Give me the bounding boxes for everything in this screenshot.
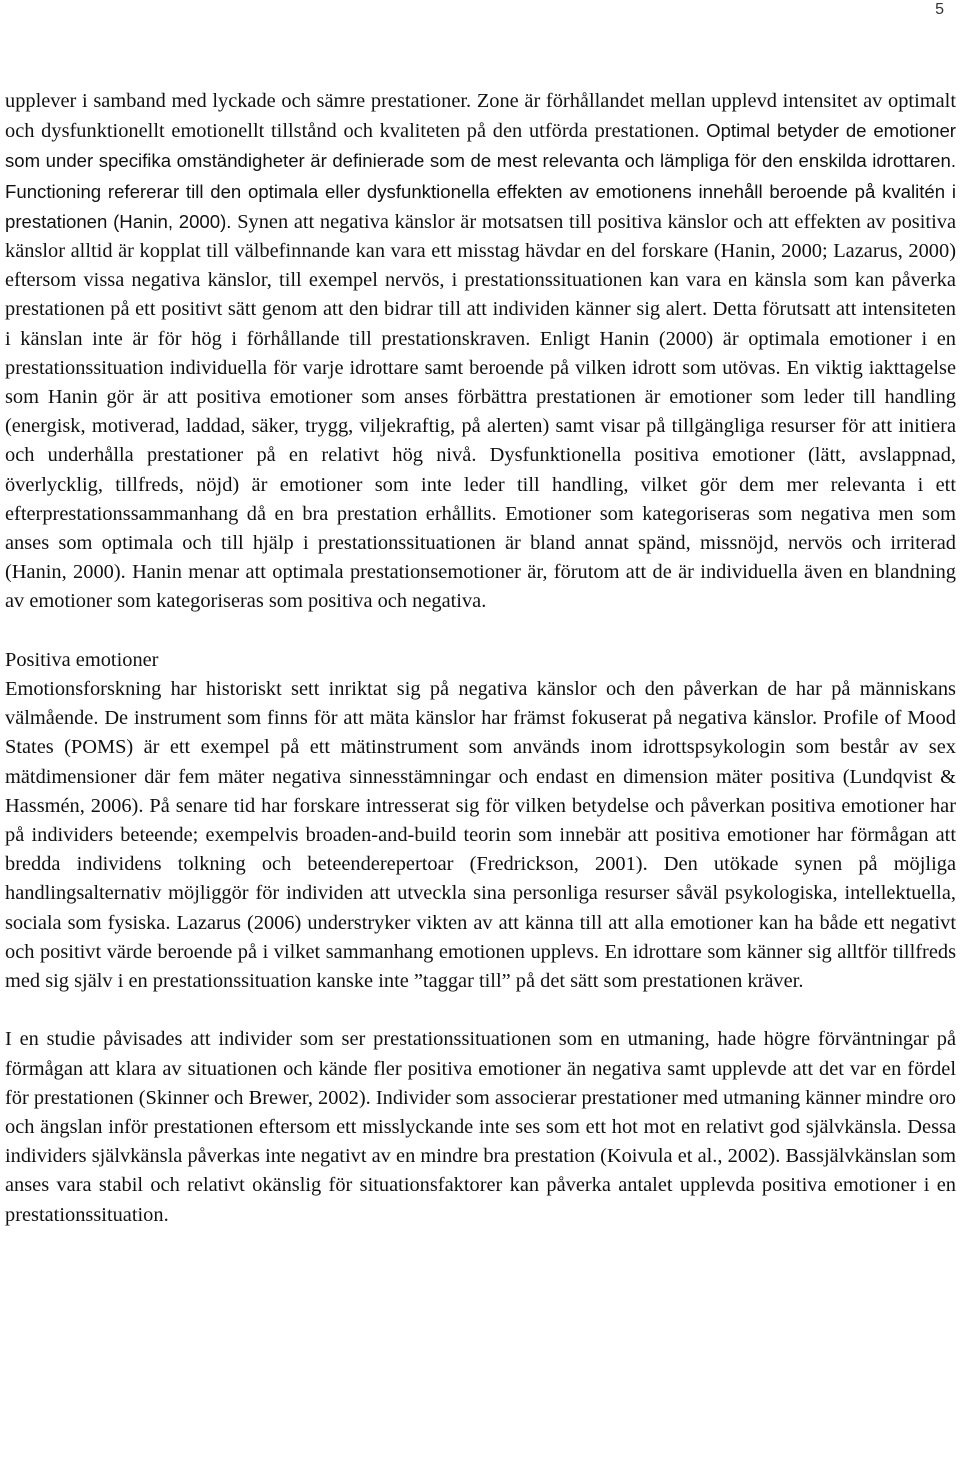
paragraph-segment-hanin: Synen att negativa känslor är motsatsen till positiva känslor och att effekten av positiva känslor alltid är kopplat till välbefinnande kan vara ett misstag hävdar en del forskare (Hanin, 2000; Lazarus, 2000) eftersom vissa negativa känslor, till exempel nervös, i prestationssituationen kan vara en känsla som kan påverka prestationen på ett positivt sätt genom att den bidrar till att individen känner sig alert. Detta förutsatt att intensiteten i känslan inte är för hög i förhållande till prestationskraven. Enligt Hanin (2000) är optimala emotioner i en prestationssituation individuella för varje idrottare samt beroende på vilken idrott som utövas. En viktig iakttagelse som Hanin gör är att positiva emotioner som anses förbättra prestationen är emotioner som leder till handling (energisk, motiverad, laddad, säker, trygg, viljekraftig, på alerten) samt visar på tillgängliga resurser för att initiera och underhålla prestationer på en relativt hög nivå. Dysfunktionella positiva emotioner (lätt, avslappnad, överlycklig, tillfreds, nöjd) är emotioner som inte leder till handling, vilket gör dem mer relevanta i ett efterprestationssammanhang då en bra prestation erhållits. Emotioner som kategoriseras som negativa men som anses som optimala och till hjälp i prestationssituationen är bland annat spänd, missnöjd, nervös och irriterad (Hanin, 2000). Hanin menar att optimala prestationsemotioner är, förutom att de är individuella även en blandning av emotioner som kategoriseras som positiva och negativa. — [5, 210, 956, 613]
paragraph-segment-intro: upplever i samband med lyckade och sämre prestationer. Zone är förhållandet mellan upplevd intensitet av optimalt och dysfunktionellt emotionellt tillstånd och kvaliteten på den utförda prestationen. — [5, 90, 956, 143]
paragraph-zone-optimal-functioning — [5, 87, 956, 617]
paragraph-segment-definitions: Optimal betyder de emotioner som under specifika omständigheter är definierade som de mest relevanta och lämpliga för den enskilda idrottaren. Functioning refererar till den optimala eller dysfunktionella effekten av emotionens innehåll beroende på kvalitén i prestationen (Hanin, 2000). — [5, 120, 956, 232]
paragraph-spacer — [5, 996, 956, 1025]
paragraph-spacer — [5, 617, 956, 646]
document-body — [5, 87, 956, 1230]
page-number: 5 — [935, 1, 944, 18]
paragraph-challenge-study: I en studie påvisades att individer som ser prestationssituationen som en utmaning, hade högre förväntningar på förmågan att klara av situationen och kände fler positiva emotioner än negativa samt upplevde att det var en fördel för prestationen (Skinner och Brewer, 2002). Individer som associerar prestationer med utmaning känner mindre oro och ängslan inför prestationen eftersom ett misslyckande inte ses som ett hot mot en relativt god självkänsla. Dessa individers självkänsla påverkas inte negativt av en mindre bra prestation (Koivula et al., 2002). Bassjälvkänslan som anses vara stabil och relativt okänslig för situationsfaktorer kan påverka antalet upplevda positiva emotioner i en prestationssituation. — [5, 1028, 956, 1226]
section-heading: Positiva emotioner — [5, 648, 159, 671]
paragraph-positive-emotions: Emotionsforskning har historiskt sett inriktat sig på negativa känslor och den påverkan de har på människans välmående. De instrument som finns för att mäta känslor har främst fokuserat på negativa känslor. Profile of Mood States (POMS) är ett exempel på ett mätinstrument som används inom idrottspsykologin som består av sex mätdimensioner där fem mäter negativa sinnesstämningar och endast en dimension mäter positiva (Lundqvist & Hassmén, 2006). På senare tid har forskare intresserat sig för vilken betydelse och påverkan positiva emotioner har på individers beteende; exempelvis broaden-and-build teorin som innebär att positiva emotioner har förmågan att bredda individens tolkning och beteenderepertoar (Fredrickson, 2001). Den utökade synen på möjliga handlingsalternativ möjliggör för individen att utveckla sina personliga resurser såväl psykologiska, intellektuella, sociala som fysiska. Lazarus (2006) understryker vikten av att känna till att alla emotioner kan ha både ett negativt och positivt värde beroende på i vilket sammanhang emotionen upplevs. En idrottare som känner sig alltför tillfreds med sig själv i en prestationssituation kanske inte ”taggar till” på det sätt som prestationen kräver. — [5, 678, 956, 993]
